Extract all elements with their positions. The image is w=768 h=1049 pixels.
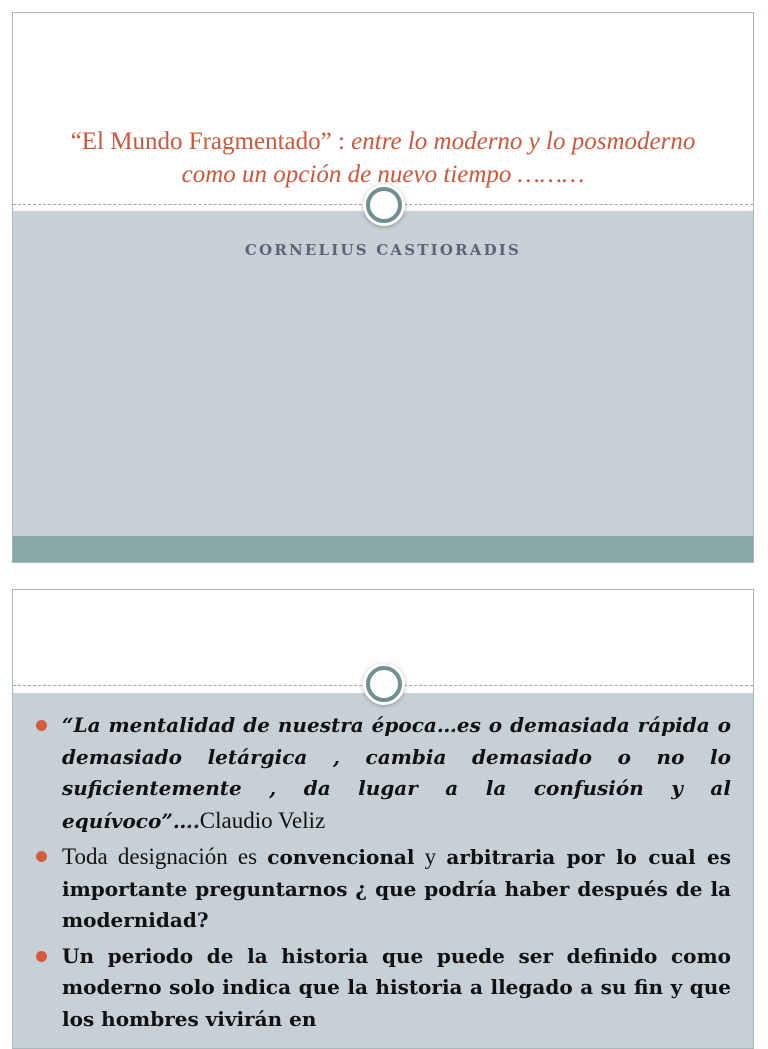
bullet-item — [35, 710, 731, 837]
bullet-text: Toda designación es — [62, 844, 268, 869]
bullet-dot-icon — [36, 851, 47, 862]
title-slide — [12, 12, 754, 563]
footer-bar — [13, 536, 753, 562]
bullet-text: y — [414, 844, 447, 869]
bullet-dot-icon — [36, 951, 47, 962]
content-area — [13, 211, 753, 536]
slide-subtitle: CORNELIUS CASTIORADIS — [244, 241, 522, 259]
bullet-list — [35, 710, 731, 1039]
bullet-item — [35, 841, 731, 937]
bullet-bold-text: Un periodo de la historia que puede ser definido como moderno solo indica que la historia a llegado a su fin y que los hombres vivirán en — [62, 943, 731, 1031]
content-slide — [12, 589, 754, 1049]
title-italic: entre lo moderno y lo posmoderno como un opción de nuevo tiempo ……… — [181, 128, 696, 188]
bullet-bold-text: convencional — [267, 845, 415, 869]
ring-ornament-icon — [366, 666, 402, 702]
ring-ornament-icon — [366, 187, 402, 223]
bullet-bold-text: arbitraria por lo cual es importante preguntarnos ¿ que podría haber después de la modernidad? — [62, 845, 731, 932]
bullet-author: Claudio Veliz — [199, 807, 326, 833]
bullet-quote: “La mentalidad de nuestra época…es o demasiada rápida o demasiado letárgica , cambia demasiado o no lo suficientemente , da lugar a la confusión y al equívoco”…. — [62, 713, 731, 833]
bullet-item — [35, 941, 731, 1036]
slide-title — [53, 125, 713, 191]
bullet-dot-icon — [36, 720, 47, 731]
title-regular: “El Mundo Fragmentado” : — [70, 128, 352, 155]
